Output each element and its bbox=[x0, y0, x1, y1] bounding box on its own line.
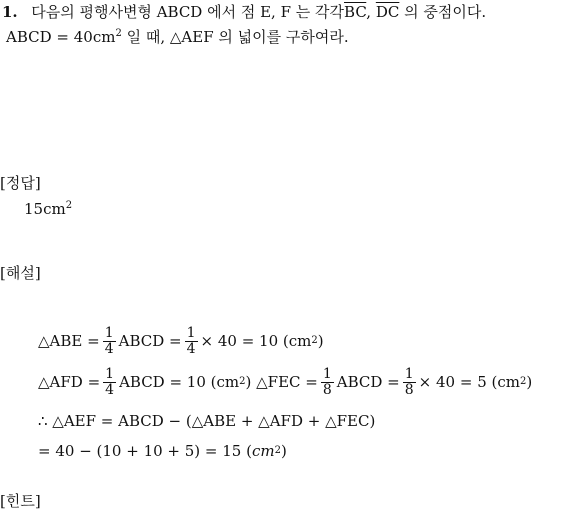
answer-label: [정답] bbox=[0, 174, 41, 192]
fraction-denominator: 4 bbox=[105, 381, 115, 398]
question-task-text: 일 때, △AEF 의 넓이를 구하여라. bbox=[121, 28, 349, 46]
eq1-text-2: ABCD = bbox=[118, 332, 182, 351]
fraction-numerator: 1 bbox=[105, 366, 115, 382]
fraction-denominator: 4 bbox=[186, 340, 196, 357]
eq3-text: ∴ △AEF = ABCD − (△ABE + △AFD + △FEC) bbox=[38, 412, 376, 430]
eq1-text-4: ) bbox=[317, 332, 324, 351]
solution-equation-1: △ABE = $\frac{1}{4}$ ABCD = $\frac{1}{4}$ × 40 = 10 (cm 2 ) bbox=[38, 325, 324, 357]
solution-label: [해설] bbox=[0, 264, 41, 282]
eq2-text-5: × 40 = 5 (cm bbox=[418, 373, 520, 392]
hint-label: [힌트] bbox=[0, 492, 41, 510]
eq1-text-3: × 40 = 10 (cm bbox=[200, 332, 312, 351]
eq1-text-1: △ABE = bbox=[38, 332, 100, 351]
fraction-denominator: 8 bbox=[404, 381, 414, 398]
fraction-numerator: 1 bbox=[186, 325, 196, 341]
segment-dc: $\overline{DC}$ bbox=[375, 3, 400, 21]
eq2-text-3: ) △FEC = bbox=[245, 373, 318, 392]
question-line-1 bbox=[2, 1, 486, 22]
question-area-text: ABCD = 40cm bbox=[6, 28, 116, 46]
eq1-fraction-1 bbox=[103, 326, 116, 356]
question-area-exponent: 2 bbox=[115, 28, 122, 39]
eq2-text-2: ABCD = 10 (cm bbox=[119, 373, 240, 392]
fraction-denominator: 4 bbox=[104, 340, 114, 357]
fraction-numerator: 1 bbox=[104, 325, 114, 341]
eq2-text-6: ) bbox=[526, 373, 533, 392]
question-text-part-1: 다음의 평행사변형 ABCD 에서 점 E, F 는 각각 bbox=[31, 3, 345, 21]
answer-exponent: 2 bbox=[65, 200, 73, 211]
fraction-numerator: 1 bbox=[404, 366, 414, 382]
question-line-2 bbox=[6, 26, 349, 47]
answer-number: 15cm bbox=[24, 200, 66, 218]
eq2-text-4: ABCD = bbox=[336, 373, 400, 392]
eq1-fraction-2 bbox=[185, 326, 198, 356]
eq4-text-2: ) bbox=[280, 442, 287, 460]
fraction-numerator: 1 bbox=[322, 366, 332, 382]
segment-bc: $\overline{BC}$ bbox=[344, 3, 367, 21]
answer-value bbox=[24, 200, 72, 218]
solution-equation-2: △AFD = $\frac{1}{4}$ ABCD = 10 (cm 2 ) △FEC = $\frac{1}{8}$ ABCD = $\frac{1}{8}$ × 40 = 5 (cm 2 ) bbox=[38, 366, 533, 398]
eq2-fraction-2 bbox=[321, 367, 334, 397]
question-text-part-2: 의 중점이다. bbox=[404, 3, 487, 21]
segment-separator: , bbox=[366, 3, 372, 21]
fraction-denominator: 8 bbox=[322, 381, 332, 398]
eq2-text-1: △AFD = bbox=[38, 373, 101, 392]
solution-equation-3 bbox=[38, 412, 375, 430]
eq4-unit: cm bbox=[251, 442, 275, 460]
eq4-text-1: = 40 − (10 + 10 + 5) = 15 ( bbox=[38, 442, 252, 460]
eq2-fraction-1 bbox=[103, 367, 116, 397]
question-number: 1. bbox=[2, 3, 18, 21]
eq2-fraction-3 bbox=[403, 367, 416, 397]
solution-equation-4: = 40 − (10 + 10 + 5) = 15 ( cm 2 ) bbox=[38, 442, 287, 460]
